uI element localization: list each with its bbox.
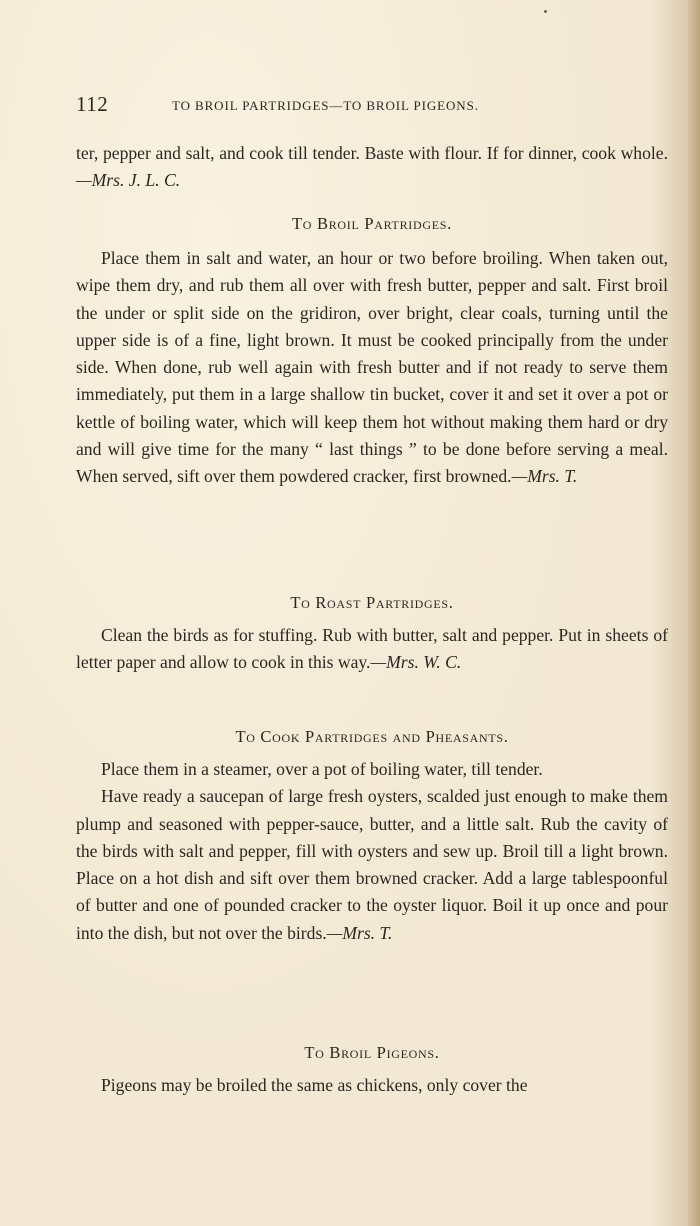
- ink-speck: [544, 10, 547, 13]
- paragraph-text: Clean the birds as for stuffing. Rub with butter, salt and pepper. Put in sheets of letter paper and allow to cook in this way.: [76, 625, 668, 673]
- running-head-title: TO BROIL PARTRIDGES—TO BROIL PIGEONS.: [172, 98, 479, 113]
- paragraph: [76, 783, 668, 947]
- section-heading-broil-pigeons: To Broil Pigeons.: [304, 1043, 440, 1062]
- paragraph-text: Have ready a saucepan of large fresh oysters, scalded just enough to make them plump and seasoned with pepper-sauce, butter, and a little salt. Rub the cavity of the birds with salt and pepper, fill with oysters and sew up. Broil till a light brown. Place on a hot dish and sift over them browned cracker. Add a large tablespoonful of butter and one of pounded cracker to the oyster liquor. Boil it up once and pour into the dish, but not over the birds.: [76, 786, 668, 943]
- paragraph: [76, 622, 668, 677]
- paragraph: [76, 245, 668, 491]
- paragraph-text: Pigeons may be broiled the same as chickens, only cover the: [101, 1075, 528, 1095]
- page-edge-shadow: [688, 0, 700, 1226]
- intro-paragraph: [76, 140, 668, 195]
- section-heading-roast-partridges: To Roast Partridges.: [290, 593, 454, 612]
- section-broil-pigeons-body: [76, 1072, 668, 1099]
- intro-text: ter, pepper and salt, and cook till tender. Baste with flour. If for dinner, cook whole.: [76, 143, 668, 163]
- paragraph-text: Place them in a steamer, over a pot of boiling water, till tender.: [101, 759, 543, 779]
- paragraph-text: Place them in salt and water, an hour or two before broiling. When taken out, wipe them dry, and rub them all over with fresh butter, pepper and salt. First broil the under or split side on the gridiron, over bright, clear coals, turning until the upper side is of a fine, light brown. It must be cooked principally from the under side. When done, rub well again with fresh butter and if not ready to serve them immediately, put them in a large shallow tin bucket, cover it and set it over a pot or kettle of boiling water, which will keep them hot without making them hard or dry and will give time for the many “ last things ” to be done before serving a meal. When served, sift over them powdered cracker, first browned.: [76, 248, 668, 487]
- running-head: [76, 92, 676, 116]
- paragraph-signature: —Mrs. T.: [511, 466, 578, 487]
- paragraph-signature: —Mrs. T.: [326, 922, 393, 943]
- intro-text-block: [76, 140, 668, 195]
- page-number: 112: [76, 92, 109, 116]
- section-heading-cook-partridges-pheasants: To Cook Partridges and Pheasants.: [235, 727, 509, 746]
- paragraph: [76, 756, 668, 783]
- section-cook-partridges-pheasants-body: [76, 756, 668, 947]
- paragraph: [76, 1072, 668, 1099]
- paragraph-signature: —Mrs. W. C.: [370, 652, 462, 673]
- intro-signature: —Mrs. J. L. C.: [76, 170, 181, 191]
- section-heading-broil-partridges: To Broil Partridges.: [292, 214, 452, 233]
- section-roast-partridges-body: [76, 622, 668, 677]
- section-broil-partridges-body: [76, 245, 668, 491]
